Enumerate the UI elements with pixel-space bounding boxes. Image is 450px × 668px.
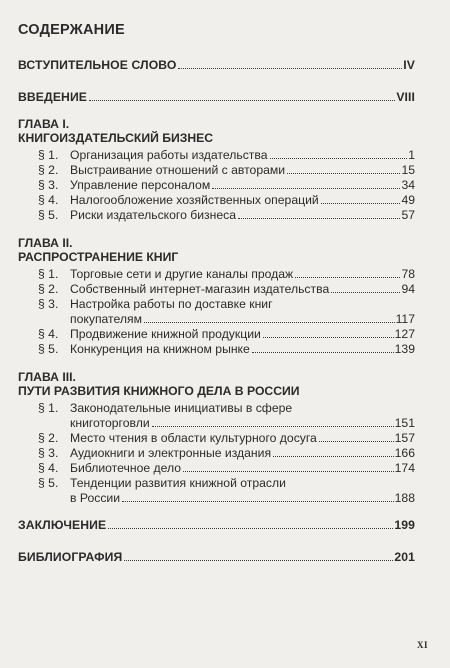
section-number: § 2.	[38, 282, 59, 296]
dot-leader	[263, 336, 394, 338]
dot-leader	[270, 157, 408, 159]
section-label: Налогообложение хозяйственных операций	[70, 193, 319, 207]
section-number: § 2.	[38, 163, 59, 177]
section-number: § 3.	[38, 297, 59, 311]
section-page: 57	[401, 208, 415, 222]
dot-leader	[238, 217, 400, 219]
toc-section	[38, 193, 415, 207]
section-page: 49	[401, 193, 415, 207]
toc-section	[38, 148, 415, 162]
dot-leader	[122, 500, 394, 502]
chapter-1-heading: ГЛАВА I.	[18, 117, 70, 131]
section-number: § 1.	[38, 148, 59, 162]
section-page: 157	[394, 431, 415, 445]
dot-leader	[273, 455, 394, 457]
chapter-2-title: РАСПРОСТРАНЕНИЕ КНИГ	[18, 250, 179, 264]
dot-leader	[319, 440, 394, 442]
section-number: § 3.	[38, 178, 59, 192]
section-page: 1	[408, 148, 415, 162]
section-label: Управление персоналом	[70, 178, 211, 192]
section-page: 188	[394, 491, 415, 505]
entry-label: ВВЕДЕНИЕ	[18, 90, 88, 104]
toc-entry-introduction	[18, 90, 415, 104]
section-label: Организация работы издательства	[70, 148, 268, 162]
section-label: Собственный интернет-магазин издательства	[70, 282, 330, 296]
dot-leader	[144, 321, 395, 323]
section-page: 166	[394, 446, 415, 460]
section-label: Библиотечное дело	[70, 461, 182, 475]
toc-section	[38, 267, 415, 281]
chapter-2-heading: ГЛАВА II.	[18, 236, 73, 250]
dot-leader	[295, 276, 400, 278]
toc-section	[38, 163, 415, 177]
section-label: Риски издательского бизнеса	[70, 208, 237, 222]
toc-section	[38, 461, 415, 475]
toc-entry-intro-word	[18, 58, 415, 72]
entry-label: БИБЛИОГРАФИЯ	[18, 550, 123, 564]
toc-section-continuation	[70, 491, 415, 505]
dot-leader	[178, 67, 402, 69]
section-label-continued: в России	[70, 491, 121, 505]
section-page: 174	[394, 461, 415, 475]
toc-section-first-line	[38, 401, 292, 415]
dot-leader	[124, 559, 393, 561]
section-number: § 3.	[38, 446, 59, 460]
section-number: § 4.	[38, 461, 59, 475]
section-label: Тенденции развития книжной отрасли	[70, 476, 286, 490]
toc-section	[38, 327, 415, 341]
section-number: § 5.	[38, 208, 59, 222]
entry-page: VIII	[396, 90, 415, 104]
section-label: Место чтения в области культурного досуга	[70, 431, 317, 445]
toc-entry-bibliography	[18, 550, 415, 564]
entry-page: 199	[394, 518, 415, 532]
section-label: Настройка работы по доставке книг	[70, 297, 273, 311]
section-number: § 5.	[38, 476, 59, 490]
section-page: 127	[394, 327, 415, 341]
section-page: 117	[395, 312, 415, 326]
section-number: § 4.	[38, 327, 59, 341]
section-label: Торговые сети и другие каналы продаж	[70, 267, 294, 281]
dot-leader	[89, 99, 395, 101]
dot-leader	[152, 425, 394, 427]
section-label-continued: книготорговли	[70, 416, 150, 430]
dot-leader	[212, 187, 400, 189]
toc-section	[38, 446, 415, 460]
chapter-3-title: ПУТИ РАЗВИТИЯ КНИЖНОГО ДЕЛА В РОССИИ	[18, 384, 300, 398]
toc-section	[38, 178, 415, 192]
toc-section-first-line	[38, 476, 286, 490]
toc-section	[38, 208, 415, 222]
section-page: 34	[401, 178, 415, 192]
toc-section-continuation	[70, 416, 415, 430]
section-label-continued: покупателям	[70, 312, 142, 326]
section-number: § 1.	[38, 401, 59, 415]
section-page: 94	[401, 282, 415, 296]
section-label: Аудиокниги и электронные издания	[70, 446, 272, 460]
chapter-3-heading: ГЛАВА III.	[18, 370, 76, 384]
section-page: 151	[394, 416, 415, 430]
section-number: § 5.	[38, 342, 59, 356]
section-number: § 4.	[38, 193, 59, 207]
toc-section-continuation	[70, 312, 415, 326]
dot-leader	[183, 470, 394, 472]
section-page: 139	[394, 342, 415, 356]
chapter-1-title: КНИГОИЗДАТЕЛЬСКИЙ БИЗНЕС	[18, 131, 214, 145]
dot-leader	[287, 172, 400, 174]
entry-label: ВСТУПИТЕЛЬНОЕ СЛОВО	[18, 58, 177, 72]
toc-entry-conclusion	[18, 518, 415, 532]
section-page: 15	[401, 163, 415, 177]
entry-page: 201	[394, 550, 415, 564]
section-number: § 1.	[38, 267, 59, 281]
dot-leader	[252, 351, 394, 353]
page-number: XI	[416, 640, 428, 650]
dot-leader	[108, 527, 393, 529]
dot-leader	[321, 202, 401, 204]
entry-page: IV	[403, 58, 415, 72]
section-label: Продвижение книжной продукции	[70, 327, 261, 341]
toc-section	[38, 431, 415, 445]
section-page: 78	[401, 267, 415, 281]
toc-section-first-line	[38, 297, 273, 311]
entry-label: ЗАКЛЮЧЕНИЕ	[18, 518, 107, 532]
dot-leader	[331, 291, 400, 293]
section-label: Законодательные инициативы в сфере	[70, 401, 293, 415]
section-number: § 2.	[38, 431, 59, 445]
toc-section	[38, 342, 415, 356]
section-label: Конкуренция на книжном рынке	[70, 342, 250, 356]
toc-section	[38, 282, 415, 296]
page-title: СОДЕРЖАНИЕ	[18, 22, 125, 38]
section-label: Выстраивание отношений с авторами	[70, 163, 286, 177]
